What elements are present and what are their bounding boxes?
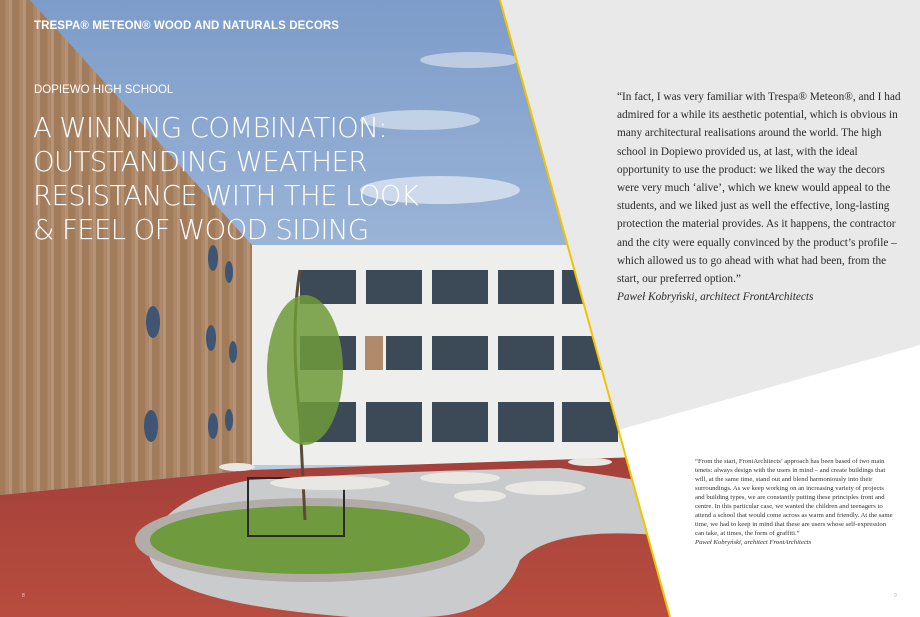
page-number-left: 8 bbox=[22, 593, 25, 599]
brand-header: TRESPA® METEON® WOOD AND NATURALS DECORS bbox=[34, 20, 340, 32]
page-number-right: 9 bbox=[894, 593, 897, 599]
secondary-quote-author: Paweł Kobryński, architect FrontArchitects bbox=[695, 539, 812, 546]
main-quote bbox=[617, 88, 902, 306]
article-kicker: DOPIEWO HIGH SCHOOL bbox=[34, 84, 174, 96]
secondary-quote-text: “From the start, FrontArchitects’ approach has been based of two main tenets: always design with the users in mind – and create buildings that will, at the same time, stand out and blend harmoniously into their surroundings. As we keep working on an increasing variety of projects and building types, we are constantly putting these principles front and centre. In this particular case, we wanted the children and teenagers to attend a school that would come across as warm and friendly. At the same time, we had to keep in mind that these are users whose self-expression can take, at times, the form of graffiti.” bbox=[695, 458, 893, 537]
main-quote-author: Paweł Kobryński, architect FrontArchitects bbox=[617, 291, 814, 304]
headline-line: A WINNING COMBINATION: bbox=[33, 112, 387, 144]
article-headline bbox=[33, 111, 473, 247]
headline-line: OUTSTANDING WEATHER bbox=[33, 146, 367, 178]
headline-line: & FEEL OF WOOD SIDING bbox=[33, 214, 369, 246]
main-quote-text: “In fact, I was very familiar with Trespa® Meteon®, and I had admired for a while its aesthetic potential, which is obvious in many architectural realisations around the world. The high school in Dopiewo provided us, at last, with the ideal opportunity to use the product: we liked the way the decors were very much ‘alive’, which we knew would appeal to the students, and we liked just as well the effective, long-lasting protection the material provides. As it happens, the contractor and the city were equally convinced by the product’s profile – which allowed us to go ahead with what had been, from the start, our preferred option.” bbox=[617, 91, 901, 286]
secondary-quote bbox=[695, 457, 895, 547]
headline-line: RESISTANCE WITH THE LOOK bbox=[33, 180, 419, 212]
